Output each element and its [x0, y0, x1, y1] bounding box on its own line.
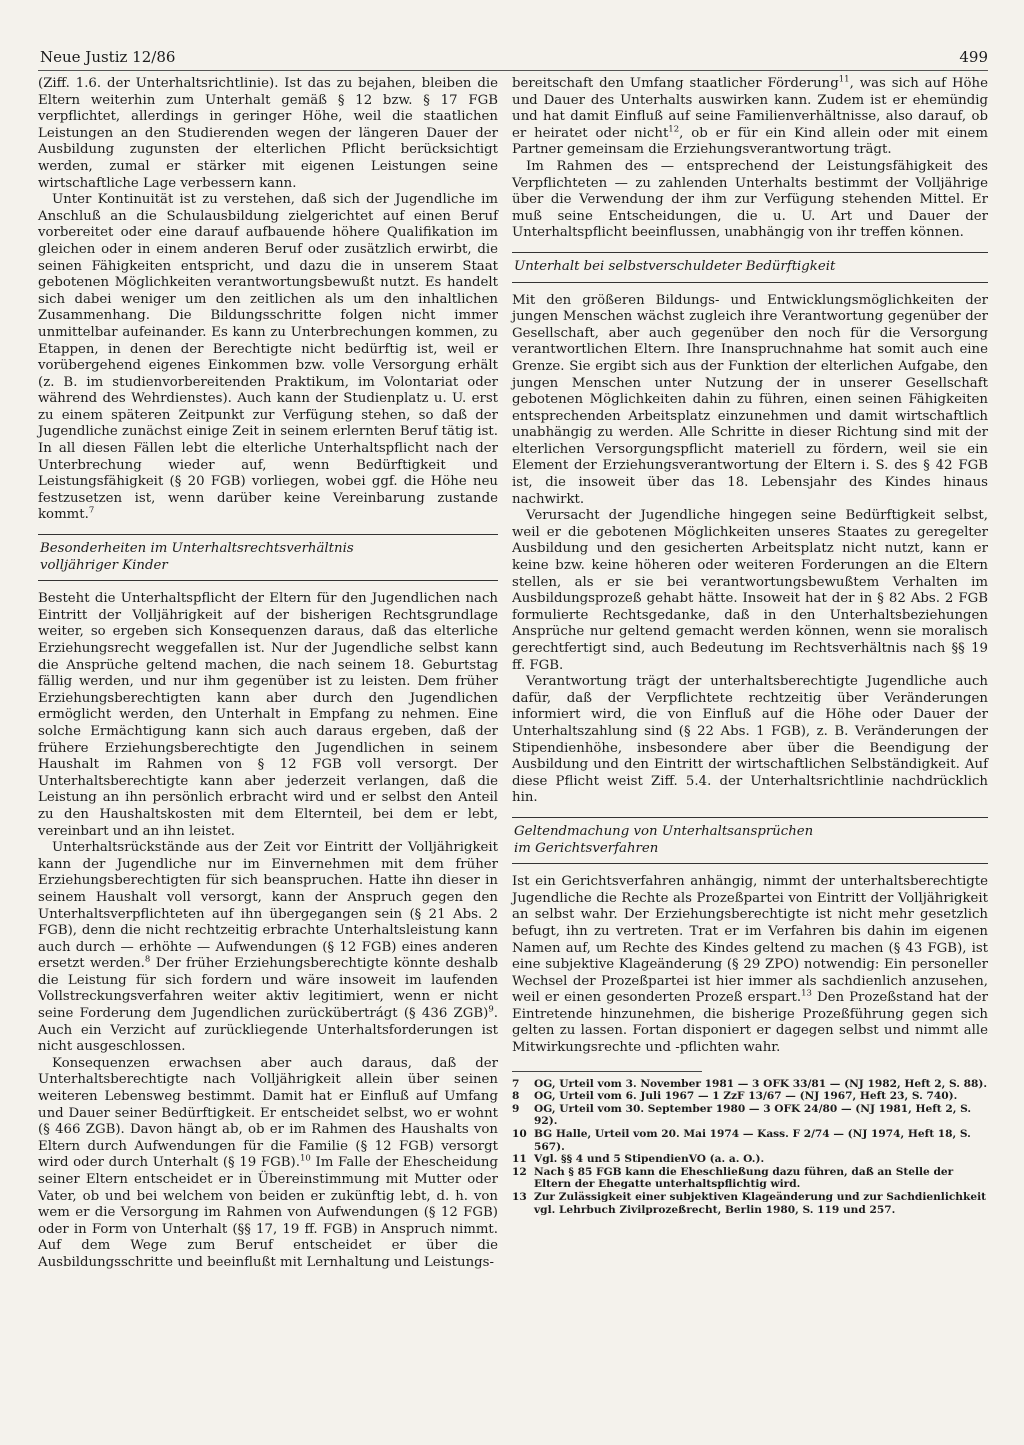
- section-heading-line: Geltendmachung von Unterhaltsansprüchen: [514, 823, 814, 839]
- footnote-text: Vgl. §§ 4 und 5 StipendienVO (a. a. O.).: [534, 1153, 765, 1166]
- footnote-ref: 10: [299, 1153, 311, 1164]
- section-heading: [512, 817, 988, 864]
- footnote: [512, 1153, 988, 1166]
- footnote-ref: 7: [88, 506, 95, 517]
- section-heading-line: Besonderheiten im Unterhaltsrechtsverhältnis: [40, 541, 354, 557]
- footnote-ref: 13: [801, 988, 812, 999]
- paragraph-text: Konsequenzen erwachsen aber auch daraus, daß der Unterhaltsberechtigte nach Volljährigkeit allein über seinen weiteren Lebensweg bestimmt. Damit hat er Einfluß auf Umfang und Dauer seiner Bedürftigkeit. Er entscheidet selbst, wo er wohnt (§ 466 ZGB). Davon hängt ab, ob er im Rahmen des Haushalts von Eltern durch Aufwendungen für die Familie (§ 12 FGB) versorgt wird oder durch Unterhalt (§ 19 FGB).: [38, 1055, 498, 1171]
- footnote-ref: 8: [144, 954, 151, 965]
- paragraph: [38, 840, 498, 1056]
- footnote-ref: 12: [668, 124, 680, 135]
- page-number: 499: [959, 48, 988, 66]
- paragraph: [38, 192, 498, 524]
- footnote-text: OG, Urteil vom 30. September 1980 — 3 OFK 24/80 — (NJ 1981, Heft 2, S. 92).: [534, 1102, 972, 1128]
- paragraph-text: . Auch ein Verzicht auf zurückliegende Unterhaltsforderungen ist nicht ausgeschlossen.: [38, 1006, 498, 1055]
- footnote: [512, 1078, 988, 1091]
- right-column: [512, 76, 988, 1216]
- footnote-number: 8: [512, 1090, 520, 1103]
- footnote-text: Nach § 85 FGB kann die Eheschließung dazu führen, daß an Stelle der Eltern der Ehegatte unterhaltspflichtig wird.: [534, 1165, 954, 1191]
- paragraph-text: Im Falle der Ehescheidung seiner Eltern entscheidet er in Übereinstimmung mit Mutter oder Vater, ob und bei welchem von beiden er zukünftig lebt, d. h. von wem er die Versorgung im Rahmen von Aufwendungen (§ 12 FGB) oder in Form von Unterhalt (§§ 17, 19 ff. FGB) in Anspruch nimmt. Auf dem Wege zum Beruf entscheidet er über die Ausbildungsschritte und beeinflußt mit Lernhaltung und Leistungs-: [38, 1155, 498, 1270]
- footnote: [512, 1090, 988, 1103]
- footnote-number: 13: [512, 1191, 527, 1203]
- paragraph: Im Rahmen des — entsprechend der Leistungsfähigkeit des Verpflichteten — zu zahlenden Unterhalts bestimmt der Volljährige über die Verwendung der ihm zur Verfügung stehenden Mittel. Er muß seine Entscheidungen, die u. U. Art und Dauer der Unterhaltspflicht beeinflussen, unabhängig von ihr treffen können.: [512, 158, 988, 241]
- footnote-ref: 11: [838, 74, 850, 85]
- footnote-text: BG Halle, Urteil vom 20. Mai 1974 — Kass. F 2/74 — (NJ 1974, Heft 18, S. 567).: [534, 1128, 971, 1153]
- paragraph-text: , ob er für ein Kind allein oder mit einem Partner gemeinsam die Erziehungsverantwortung trägt.: [512, 125, 988, 158]
- footnote-ref: 9: [488, 1004, 494, 1015]
- running-header: [38, 48, 988, 71]
- paragraph-text: Den Prozeßstand hat der Eintretende hinzunehmen, die bisherige Prozeßführung gegen sich gelten zu lassen. Fortan disponiert er dagegen selbst und nimmt alle Mitwirkungsrechte und -pflichten wahr.: [512, 990, 988, 1056]
- paragraph: [512, 874, 988, 1057]
- footnotes: [512, 1078, 988, 1217]
- paragraph: Mit den größeren Bildungs- und Entwicklungsmöglichkeiten der jungen Menschen wächst zugleich ihre Verantwortung gegenüber der Gesellschaft, aber auch gegenüber den noch für die Versorgung verantwortlichen Eltern. Ihre Inanspruchnahme hat somit auch eine Grenze. Sie ergibt sich aus der Funktion der elterlichen Aufgabe, den jungen Menschen unter Nutzung der in unserer Gesellschaft gebotenen Möglichkeiten dahin zu führen, einen seinen Fähigkeiten entsprechenden Arbeitsplatz einzunehmen und damit wirtschaftlich unabhängig zu werden. Alle Schritte in dieser Richtung sind mit der elterlichen Versorgungspflicht materiell zu fördern, weil sie ein Element der Erziehungsverantwortung der Eltern i. S. des § 42 FGB ist, die insoweit über das 18. Lebensjahr des Kindes hinaus nachwirkt.: [512, 292, 988, 507]
- section-heading-line: Unterhalt bei selbstverschuldeter Bedürftigkeit: [514, 258, 836, 274]
- footnote: [512, 1191, 988, 1216]
- section-heading-line: volljähriger Kinder: [40, 557, 168, 573]
- footnote-number: 12: [512, 1165, 527, 1178]
- footnote-text: OG, Urteil vom 6. Juli 1967 — 1 ZzF 13/67 — (NJ 1967, Heft 23, S. 740).: [534, 1090, 958, 1103]
- footnote-number: 9: [512, 1102, 520, 1115]
- left-column: [38, 76, 498, 1272]
- paragraph: [512, 76, 988, 159]
- section-heading: [512, 252, 988, 283]
- paragraph-text: Der früher Erziehungsberechtigte könnte deshalb die Leistung für sich fordern und wäre insoweit im laufenden Vollstreckungsverfahren weiter aktiv legitimiert, wenn er nicht seine Forderung dem Jugendlichen zurückübertrágt (§ 436 ZGB): [38, 956, 499, 1022]
- paragraph: (Ziff. 1.6. der Unterhaltsrichtlinie). Ist das zu bejahen, bleiben die Eltern weiterhin zum Unterhalt gemäß § 12 bzw. § 17 FGB verpflichtet, allerdings in geringer Höhe, weil die staatlichen Leistungen an den Studierenden wegen der längeren Dauer der Ausbildung zugunsten der elterlichen Pflicht berücksichtigt werden, zumal er stärker mit eigenen Leistungen seine wirtschaftliche Lage verbessern kann.: [38, 76, 498, 191]
- footnote: [512, 1166, 988, 1191]
- paragraph-text: Unter Kontinuität ist zu verstehen, daß sich der Jugendliche im Anschluß an die Schulausbildung zielgerichtet auf einen Beruf vorbereitet oder eine darauf aufbauende höhere Qualifikation im gleichen oder in einem anderen Beruf oder zusätzlich erwirbt, die seinen Fähigkeiten entspricht, und dazu die in unserem Staat gebotenen Möglichkeiten verantwortungsbewußt nutzt. Es handelt sich dabei weniger um den zeitlichen als um den inhaltlichen Zusammenhang. Die Bildungsschritte folgen nicht immer unmittelbar aufeinander. Es kann zu Unterbrechungen kommen, zu Etappen, in denen der Berechtigte nicht bedürftig ist, weil er vorübergehend eigenes Einkommen bzw. volle Versorgung erhält (z. B. im studienvorbereitenden Praktikum, im Volontariat oder während des Wehrdienstes). Auch kann der Studienplatz u. U. erst zu einem späteren Zeitpunkt zur Verfügung stehen, so daß der Jugendliche zunächst einige Zeit in seinem erlernten Beruf tätig ist. In all diesen Fällen lebt die elterliche Unterhaltspflicht nach der Unterbrechung wieder auf, wenn Bedürftigkeit und Leistungsfähigkeit (§ 20 FGB) vorliegen, wobei ggf. die Höhe neu festzusetzen ist, wenn darüber keine Vereinbarung zustande kommt.: [38, 192, 498, 523]
- footnote-divider: [512, 1071, 702, 1072]
- footnote-number: 7: [512, 1077, 520, 1090]
- paragraph-text: bereitschaft den Umfang staatlicher Förderung: [512, 76, 839, 91]
- paragraph: Besteht die Unterhaltspflicht der Eltern für den Jugendlichen nach Eintritt der Volljährigkeit auf der bisherigen Rechtsgrundlage weiter, so ergeben sich Konsequenzen daraus, daß das elterliche Erziehungsrecht weggefallen ist. Nur der Jugendliche selbst kann die Ansprüche geltend machen, die nach seinem 18. Geburtstag fällig werden, und nur ihm gegenüber ist zu leisten. Dem früher Erziehungsberechtigten kann aber durch den Jugendlichen ermöglicht werden, den Unterhalt in Empfang zu nehmen. Eine solche Ermächtigung kann sich auch daraus ergeben, daß der frühere Erziehungsberechtigte den Jugendlichen in seinem Haushalt im Rahmen von § 12 FGB voll versorgt. Der Unterhaltsberechtigte kann aber jederzeit verlangen, daß die Leistung an ihn persönlich erbracht wird und er selbst den Anteil zu den Haushaltskosten mit dem Elternteil, bei dem er lebt, vereinbart und an ihn leistet.: [38, 591, 498, 839]
- paragraph: Verantwortung trägt der unterhaltsberechtigte Jugendliche auch dafür, daß der Verpflichtete rechtzeitig über Veränderungen informiert wird, die von Einfluß auf die Höhe oder Dauer der Unterhaltszahlung sind (§ 22 Abs. 1 FGB), z. B. Veränderungen der Stipendienhöhe, insbesondere aber über die Beendigung der Ausbildung und den Eintritt der wirtschaftlichen Selbständigkeit. Auf diese Pflicht weist Ziff. 5.4. der Unterhaltsrichtlinie nachdrücklich hin.: [512, 674, 988, 806]
- journal-issue: Neue Justiz 12/86: [40, 48, 176, 66]
- footnote-text: Zur Zulässigkeit einer subjektiven Klageänderung und zur Sachdienlichkeit vgl. Lehrbuch Zivilprozeßrecht, Berlin 1980, S. 119 und 257.: [534, 1191, 987, 1216]
- footnote: [512, 1128, 988, 1153]
- footnote-text: OG, Urteil vom 3. November 1981 — 3 OFK 33/81 — (NJ 1982, Heft 2, S. 88).: [534, 1077, 988, 1090]
- footnote: [512, 1103, 988, 1128]
- paragraph-text: Ist ein Gerichtsverfahren anhängig, nimmt der unterhaltsberechtigte Jugendliche die Rechte als Prozeßpartei von Eintritt der Volljährigkeit an selbst wahr. Der Erziehungsberechtigte ist nicht mehr gesetzlich befugt, ihn zu vertreten. Trat er im Verfahren bis dahin im eigenen Namen auf, um Rechte des Kindes geltend zu machen (§ 43 FGB), ist eine subjektive Klageänderung (§ 29 ZPO) notwendig: Ein personeller Wechsel der Prozeßpartei ist hier immer als sachdienlich anzusehen, weil er einen gesonderten Prozeß erspart.: [512, 874, 988, 1006]
- paragraph: [38, 1056, 498, 1272]
- section-heading-line: im Gerichtsverfahren: [514, 840, 659, 856]
- footnote-number: 10: [512, 1128, 527, 1141]
- paragraph-text: Unterhaltsrückstände aus der Zeit vor Eintritt der Volljährigkeit kann der Jugendliche nur im Einvernehmen mit dem früher Erziehungsberechtigten für sich beanspruchen. Hatte ihn dieser in seinem Haushalt voll versorgt, kann der Anspruch gegen den Unterhaltsverpflichteten auf ihn übergegangen sein (§ 21 Abs. 2 FGB), denn die nicht rechtzeitig erbrachte Unterhaltsleistung kann auch durch — erhöhte — Aufwendungen (§ 12 FGB) eines anderen ersetzt werden.: [38, 840, 498, 972]
- paragraph: Verursacht der Jugendliche hingegen seine Bedürftigkeit selbst, weil er die gebotenen Möglichkeiten unseres Staates zu geregelter Ausbildung und den gesicherten Arbeitsplatz nicht nutzt, kann er keine bzw. keine höheren oder weiteren Forderungen an die Eltern stellen, als er sie bei verantwortungsbewußtem Verhalten im Ausbildungsprozeß gehabt hätte. Insoweit hat der in § 82 Abs. 2 FGB formulierte Rechtsgedanke, daß in den Unterhaltsbeziehungen Ansprüche nur geltend gemacht werden können, wenn sie moralisch gerechtfertigt sind, auch Bedeutung im Rechtsverhältnis nach §§ 19 ff. FGB.: [512, 508, 988, 673]
- paragraph-text: , was sich auf Höhe und Dauer des Unterhalts auswirken kann. Zudem ist er ehemündig und hat damit Einfluß auf seine Familienverhältnisse, also darauf, ob er heiratet oder nicht: [512, 76, 988, 141]
- footnote-number: 11: [512, 1153, 527, 1166]
- section-heading: [38, 534, 498, 581]
